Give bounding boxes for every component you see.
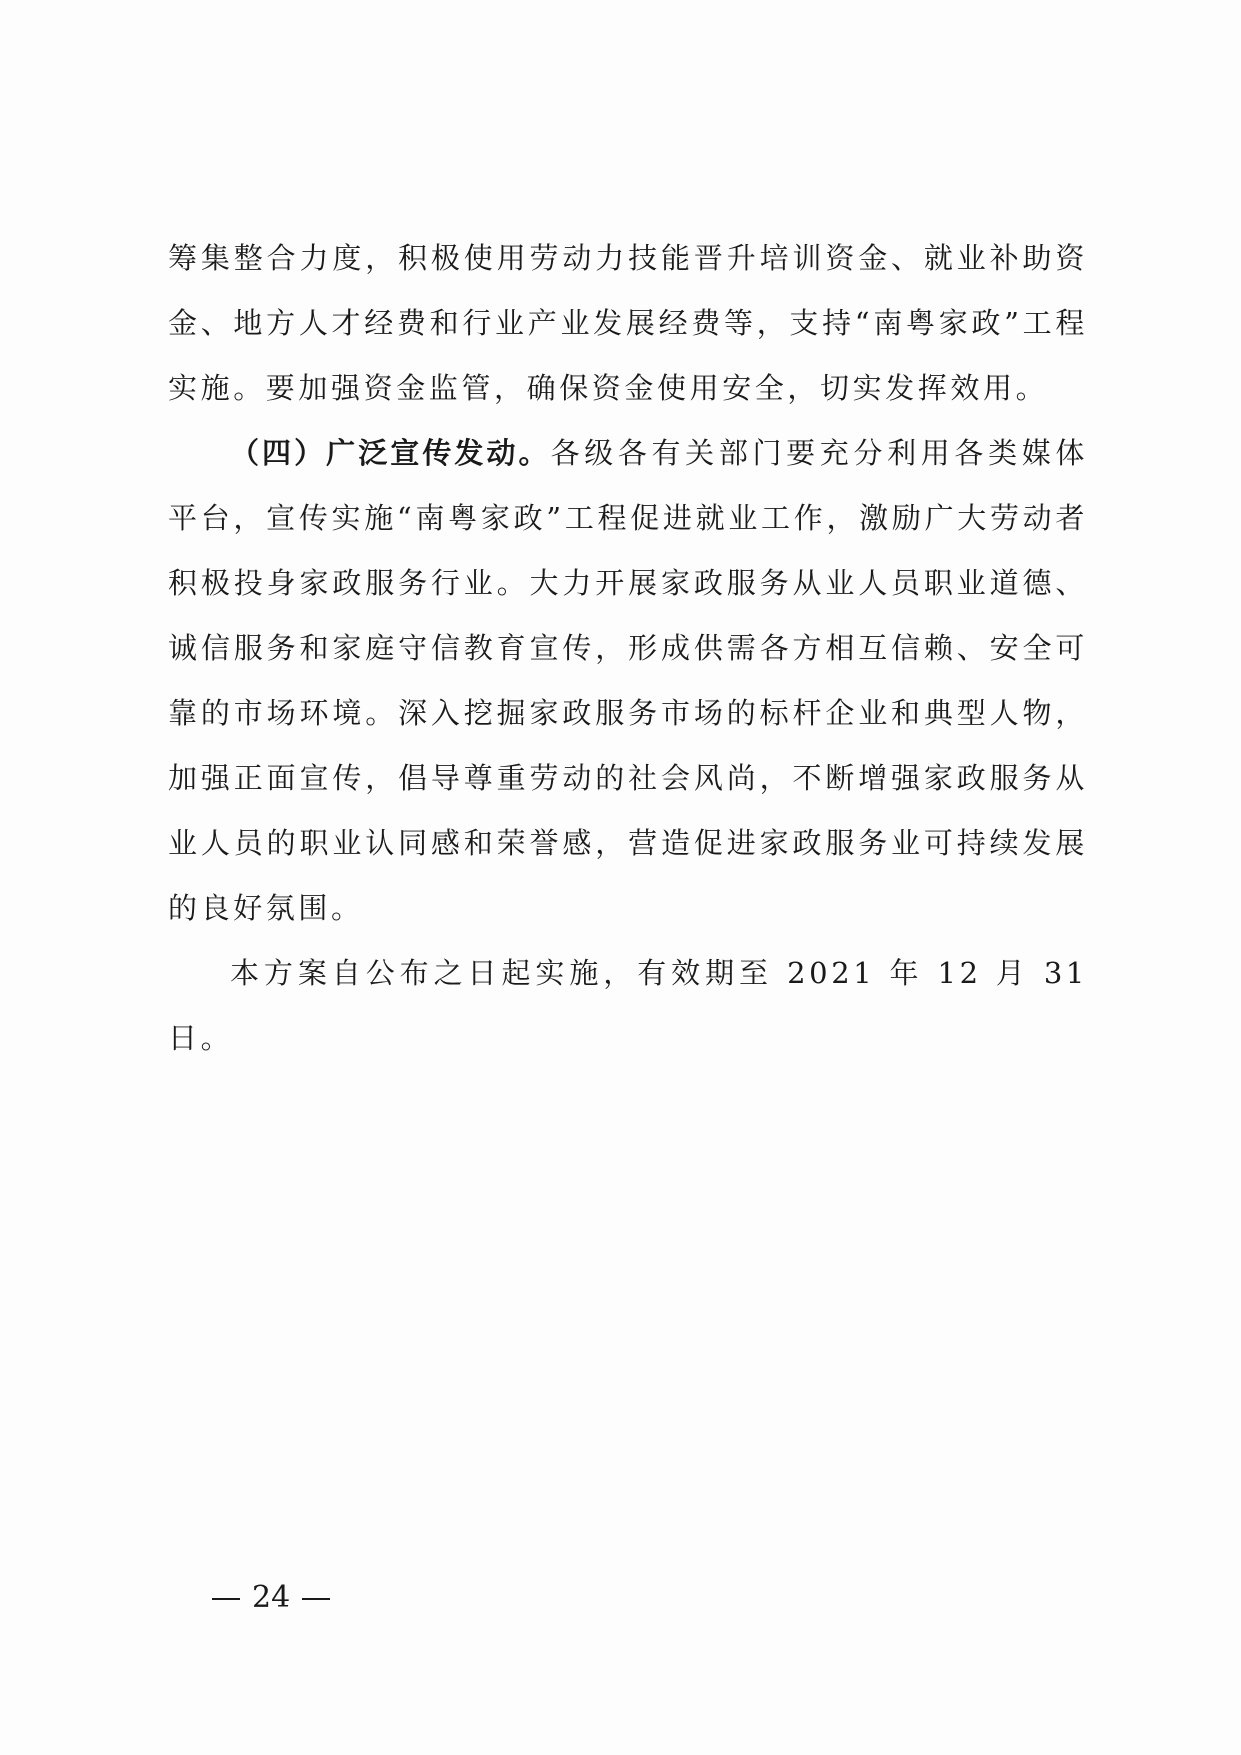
paragraph-funding: 筹集整合力度，积极使用劳动力技能晋升培训资金、就业补助资金、地方人才经费和行业产业发展经费等，支持“南粤家政”工程实施。要加强资金监管，确保资金使用安全，切实发挥效用。	[168, 241, 1088, 405]
section-heading: （四）广泛宣传发动。	[230, 436, 551, 470]
page-number-right-dash	[302, 1598, 330, 1600]
page-number	[200, 1580, 342, 1615]
page-number-left-dash	[212, 1598, 240, 1600]
section-body: 各级各有关部门要充分利用各类媒体平台，宣传实施“南粤家政”工程促进就业工作，激励广大劳动者积极投身家政服务行业。大力开展家政服务从业人员职业道德、诚信服务和家庭守信教育宣传，形成供需各方相互信赖、安全可靠的市场环境。深入挖掘家政服务市场的标杆企业和典型人物，加强正面宣传，倡导尊重劳动的社会风尚，不断增强家政服务从业人员的职业认同感和荣誉感，营造促进家政服务业可持续发展的良好氛围。	[168, 436, 1088, 925]
page-number-value: 24	[252, 1580, 291, 1615]
paragraph-publicity	[168, 421, 1088, 941]
paragraph-effective-date: 本方案自公布之日起实施，有效期至 2021 年 12 月 31 日。	[168, 956, 1088, 1055]
document-body	[168, 226, 1088, 1071]
